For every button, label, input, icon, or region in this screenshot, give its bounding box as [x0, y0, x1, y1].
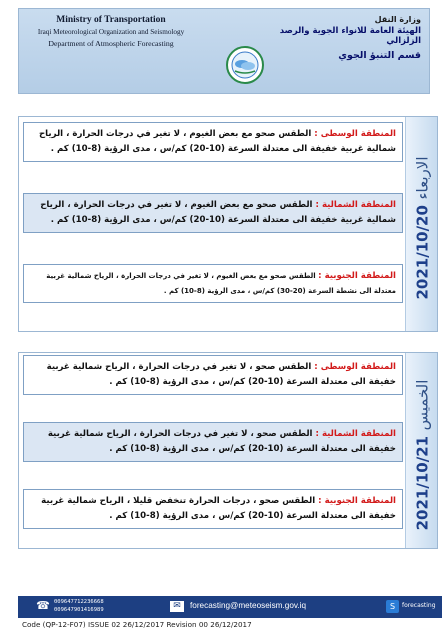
day-date: 2021/10/20 — [413, 205, 431, 300]
region-central — [23, 122, 403, 162]
phone-numbers — [54, 599, 104, 614]
day-label-strip — [405, 353, 437, 548]
header-english — [27, 15, 195, 48]
department-ar: قسم التنبؤ الجوي — [338, 50, 421, 61]
region-north — [23, 422, 403, 462]
day-label — [412, 371, 431, 530]
region-forecast-text: الطقس صحو مع بعض الغيوم ، لا تغير في درجات الحرارة ، الرياح شمالية غربية معتدلة الى نشطة السرعة (20-30) كم/س ، مدى الرؤية (8-10) كم . — [46, 272, 396, 295]
ministry-title-en: Ministry of Transportation — [56, 15, 166, 25]
region-south — [23, 489, 403, 529]
phone-number-2: 009647901416989 — [54, 606, 104, 613]
region-forecast-text: الطقس صحو مع بعض الغيوم ، لا تغير في درجات الحرارة ، الرياح شمالية غربية خفيفة الى معتدلة السرعة (10-20) كم/س ، مدى الرؤية (8-10) كم . — [38, 129, 396, 154]
forecast-day-1 — [18, 116, 438, 332]
department-en: Department of Atmospheric Forecasting — [48, 39, 174, 48]
region-central — [23, 355, 403, 395]
phone-icon: ☎ — [36, 599, 50, 612]
day-name: الخميس — [413, 379, 431, 430]
ministry-title-ar: وزارة النقل — [374, 15, 421, 24]
region-north — [23, 193, 403, 233]
header-arabic — [271, 15, 421, 61]
region-forecast-text: الطقس صحو ، لا تغير في درجات الحرارة ، الرياح شمالية غربية خفيفة الى معتدلة السرعة (10-20) كم/س ، مدى الرؤية (8-10) كم . — [47, 429, 396, 454]
phone-number-1: 009647712236668 — [54, 599, 104, 605]
email-address[interactable]: forecasting@meteoseism.gov.iq — [190, 601, 307, 610]
web-contact[interactable]: forecasting — [402, 602, 436, 609]
region-south — [23, 264, 403, 303]
day-date: 2021/10/21 — [413, 435, 431, 530]
skype-icon: S — [386, 600, 399, 613]
region-label: المنطقة الجنوبية : — [318, 271, 396, 281]
contact-footer — [18, 596, 442, 618]
meteo-logo — [225, 45, 265, 85]
region-label: المنطقة الجنوبية : — [318, 496, 396, 506]
day-label-strip — [405, 117, 437, 331]
forecast-day-2 — [18, 352, 438, 549]
day-label — [412, 148, 431, 299]
region-label: المنطقة الشمالية : — [315, 200, 396, 210]
region-forecast-text: الطقس صحو مع بعض الغيوم ، لا تغير في درجات الحرارة ، الرياح شمالية غربية خفيفة الى معتدلة السرعة (10-20) كم/س ، مدى الرؤية (8-10) كم . — [40, 200, 396, 225]
region-label: المنطقة الوسطى : — [314, 129, 396, 139]
mail-icon: ✉ — [170, 601, 184, 612]
organization-ar: الهيئة العامة للانواء الجوية والرصد الزلزالي — [279, 26, 421, 46]
header-banner — [18, 8, 430, 94]
region-label: المنطقة الشمالية : — [315, 429, 396, 439]
region-forecast-text: الطقس صحو ، درجات الحرارة تنخفض قليلا ، الرياح شمالية غربية خفيفة الى معتدلة السرعة (10-20) كم/س ، مدى الرؤية (8-10) كم . — [41, 496, 396, 521]
document-code: Code (QP-12-F07) ISSUE 02 26/12/2017 Revision 00 26/12/2017 — [22, 620, 252, 629]
day-name: الاربعاء — [413, 156, 431, 200]
region-forecast-text: الطقس صحو ، لا تغير في درجات الحرارة ، الرياح شمالية غربية خفيفة الى معتدلة السرعة (10-20) كم/س ، مدى الرؤية (8-10) كم . — [46, 362, 396, 387]
region-label: المنطقة الوسطى : — [314, 362, 396, 372]
organization-en: Iraqi Meteorological Organization and Seismology — [37, 28, 185, 36]
